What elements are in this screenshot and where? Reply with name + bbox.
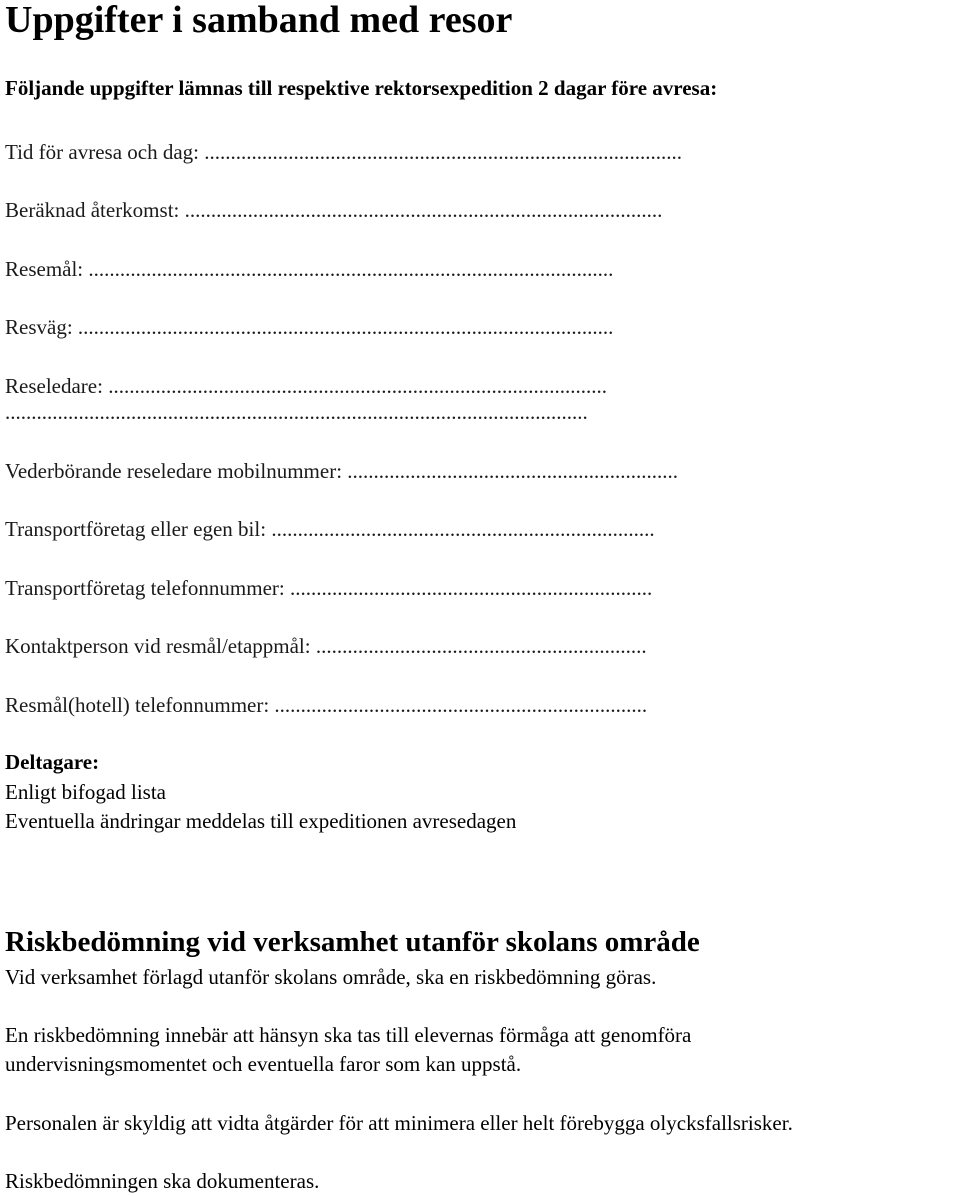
page-title: Uppgifter i samband med resor bbox=[5, 0, 513, 41]
field-destination bbox=[5, 256, 613, 282]
fill-in-dots: ............................................................................................................... bbox=[5, 400, 588, 424]
field-label: Tid för avresa och dag: bbox=[5, 140, 200, 164]
fill-in-dots: ............................................................... bbox=[342, 459, 679, 483]
fill-in-dots: ...................................................................................................... bbox=[72, 315, 614, 339]
fill-in-dots: ........................................................................................... bbox=[179, 198, 663, 222]
field-leader-mobile bbox=[5, 458, 678, 484]
risk-section-title: Riskbedömning vid verksamhet utanför skolans område bbox=[5, 926, 700, 958]
participants-line: Enligt bifogad lista bbox=[5, 780, 166, 804]
field-route bbox=[5, 314, 613, 340]
field-transport-phone bbox=[5, 575, 652, 601]
field-transport bbox=[5, 516, 655, 542]
risk-paragraph: Personalen är skyldig att vidta åtgärder för att minimera eller helt förebygga olycksfallsrisker. bbox=[5, 1111, 793, 1135]
field-label: Transportföretag telefonnummer: bbox=[5, 576, 285, 600]
fill-in-dots: ........................................................................................... bbox=[199, 140, 683, 164]
field-estimated-return bbox=[5, 197, 662, 223]
lead-instruction: Följande uppgifter lämnas till respektive rektorsexpedition 2 dagar före avresa: bbox=[5, 76, 718, 100]
field-tour-leader bbox=[5, 373, 607, 399]
fill-in-dots: .................................................................................................... bbox=[83, 257, 614, 281]
field-label: Transportföretag eller egen bil: bbox=[5, 517, 267, 541]
field-label: Resmål(hotell) telefonnummer: bbox=[5, 693, 270, 717]
field-contact-person bbox=[5, 633, 647, 659]
fill-in-dots: ............................................................................................... bbox=[102, 374, 607, 398]
fill-in-dots: ..................................................................... bbox=[284, 576, 653, 600]
risk-paragraph: Vid verksamhet förlagd utanför skolans område, ska en riskbedömning göras. bbox=[5, 965, 657, 989]
field-label: Kontaktperson vid resmål/etappmål: bbox=[5, 634, 311, 658]
fill-in-dots: ............................................................... bbox=[310, 634, 647, 658]
field-label: Reseledare: bbox=[5, 374, 103, 398]
field-hotel-phone bbox=[5, 692, 647, 718]
participants-heading: Deltagare: bbox=[5, 750, 100, 774]
field-label: Resemål: bbox=[5, 257, 84, 281]
field-label: Vederbörande reseledare mobilnummer: bbox=[5, 459, 343, 483]
field-label: Beräknad återkomst: bbox=[5, 198, 180, 222]
fill-in-dots: ....................................................................... bbox=[269, 693, 648, 717]
fill-in-dots: ......................................................................... bbox=[266, 517, 655, 541]
field-label: Resväg: bbox=[5, 315, 73, 339]
field-departure bbox=[5, 139, 682, 165]
risk-paragraph: Riskbedömningen ska dokumenteras. bbox=[5, 1169, 320, 1193]
participants-line: Eventuella ändringar meddelas till expeditionen avresedagen bbox=[5, 809, 517, 833]
risk-paragraph: undervisningsmomentet och eventuella faror som kan uppstå. bbox=[5, 1052, 522, 1076]
risk-paragraph: En riskbedömning innebär att hänsyn ska tas till elevernas förmåga att genomföra bbox=[5, 1023, 692, 1047]
field-tour-leader-continuation bbox=[5, 399, 588, 425]
